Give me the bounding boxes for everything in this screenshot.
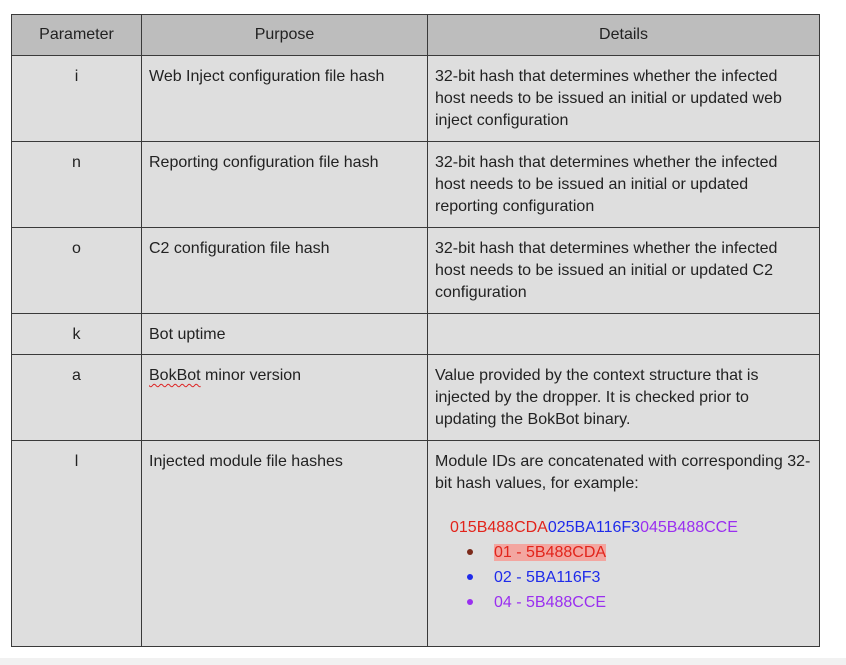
table-row xyxy=(12,56,820,142)
purpose-cell: Injected module file hashes xyxy=(142,441,428,647)
spellcheck-word: BokBot xyxy=(149,367,201,384)
details-cell: 32-bit hash that determines whether the infected host needs to be issued an initial or updated C2 configuration xyxy=(428,228,820,314)
table-row xyxy=(12,441,820,647)
table-header-row xyxy=(12,15,820,56)
header-details: Details xyxy=(428,15,820,56)
parameter-cell: o xyxy=(12,228,142,314)
details-cell: Value provided by the context structure that is injected by the dropper. It is checked prior to updating the BokBot binary. xyxy=(428,355,820,441)
table-row xyxy=(12,355,820,441)
bullet-icon xyxy=(467,599,473,605)
table-row xyxy=(12,314,820,355)
details-text: Module IDs are concatenated with corresponding 32-bit hash values, for example: xyxy=(435,453,811,492)
header-purpose: Purpose xyxy=(142,15,428,56)
list-item xyxy=(464,590,812,615)
purpose-cell: Web Inject configuration file hash xyxy=(142,56,428,142)
hash-part-01: 015B488CDA xyxy=(450,519,548,536)
details-cell xyxy=(428,441,820,647)
parameter-cell: l xyxy=(12,441,142,647)
header-parameter: Parameter xyxy=(12,15,142,56)
details-cell xyxy=(428,314,820,355)
details-cell: 32-bit hash that determines whether the infected host needs to be issued an initial or updated web inject configuration xyxy=(428,56,820,142)
details-cell: 32-bit hash that determines whether the infected host needs to be issued an initial or updated reporting configuration xyxy=(428,142,820,228)
purpose-cell: C2 configuration file hash xyxy=(142,228,428,314)
list-item xyxy=(464,565,812,590)
purpose-cell: Reporting configuration file hash xyxy=(142,142,428,228)
bottom-strip xyxy=(0,658,846,665)
purpose-cell xyxy=(142,355,428,441)
parameter-cell: n xyxy=(12,142,142,228)
hash-part-02: 025BA116F3 xyxy=(547,519,641,536)
purpose-cell: Bot uptime xyxy=(142,314,428,355)
table-row xyxy=(12,142,820,228)
hash-item-01: 01 - 5B488CDA xyxy=(494,544,607,561)
parameter-cell: k xyxy=(12,314,142,355)
bullet-icon xyxy=(467,574,473,580)
hash-item-02: 02 - 5BA116F3 xyxy=(494,569,601,586)
table-row xyxy=(12,228,820,314)
hash-example xyxy=(435,517,812,539)
hash-part-04: 045B488CCE xyxy=(640,519,738,536)
parameter-cell: a xyxy=(12,355,142,441)
purpose-text: minor version xyxy=(200,367,302,384)
list-item xyxy=(464,540,812,565)
bullet-icon xyxy=(467,549,473,555)
parameters-table xyxy=(11,14,820,647)
hash-item-04: 04 - 5B488CCE xyxy=(494,594,607,611)
hash-list xyxy=(435,540,812,615)
parameter-cell: i xyxy=(12,56,142,142)
